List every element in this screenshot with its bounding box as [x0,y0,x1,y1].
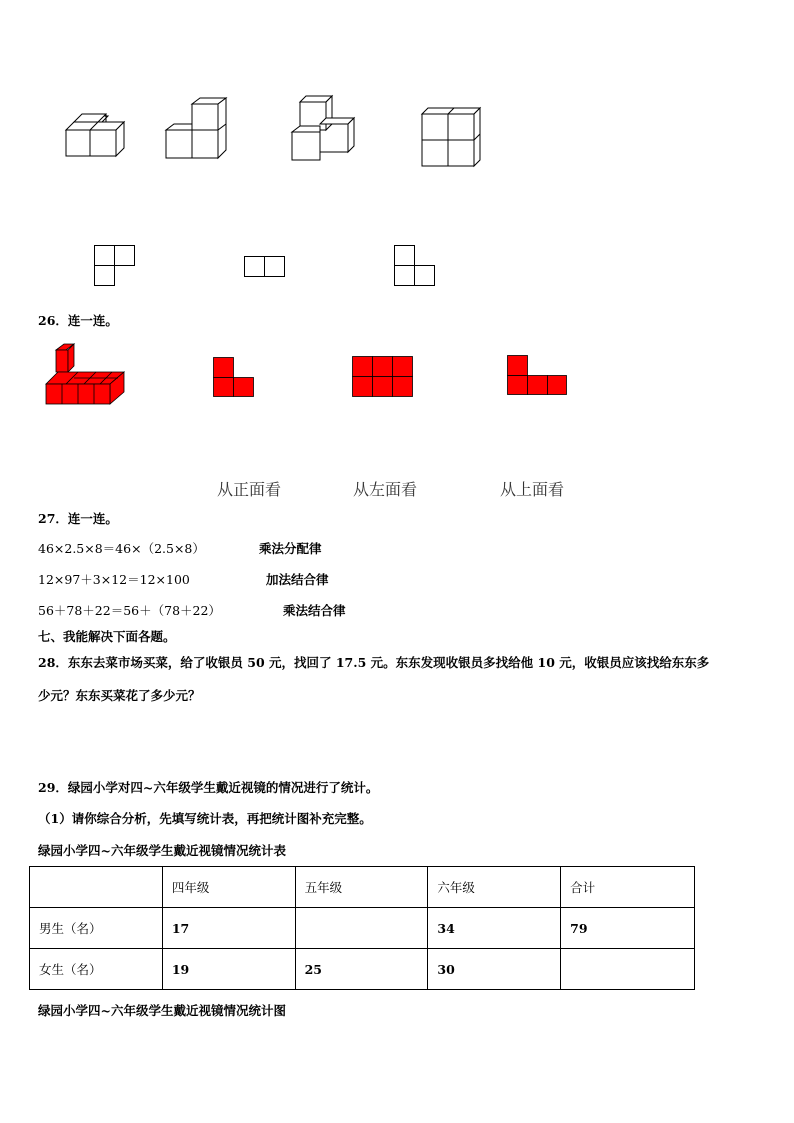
section7-title: 七、我能解决下面各题。 [38,629,176,644]
table-cell: 34 [428,908,561,949]
q27-left-item-2: 12×97＋3×12＝12×100 [38,572,190,587]
cube-figure-3 [290,94,370,164]
view-shape-2 [244,256,288,278]
table-cell-blank[interactable] [561,949,695,990]
red-view-3 [507,355,569,397]
q28-line1: 28．东东去菜市场买菜，给了收银员 50 元，找回了 17.5 元。东东发现收银员多找给他 10 元，收银员应该找给东东多 [38,655,710,670]
view-shape-1 [94,245,138,289]
table-cell: 19 [162,949,295,990]
table-cell: 合计 [561,867,695,908]
cube-figure-1 [60,110,130,160]
table-cell: 79 [561,908,695,949]
table-cell: 女生（名） [30,949,163,990]
table-cell: 男生（名） [30,908,163,949]
q27-left-item-1: 46×2.5×8＝46×（2.5×8） [38,541,205,556]
table-cell: 30 [428,949,561,990]
table-cell-blank[interactable] [295,908,428,949]
q26-title: 26．连一连。 [38,313,118,328]
red-view-1 [213,357,257,399]
cube-figure-4 [420,106,490,170]
q28-line2: 少元？东东买菜花了多少元？ [38,688,201,703]
view-label-left: 从左面看 [353,480,418,499]
table-header-row [30,867,695,908]
red-cube-figure [44,344,128,408]
table-cell: 25 [295,949,428,990]
table-cell: 六年级 [428,867,561,908]
table-cell: 四年级 [162,867,295,908]
q29-table-caption: 绿园小学四~六年级学生戴近视镜情况统计表 [38,843,286,858]
table-cell: 17 [162,908,295,949]
cube-figure-2 [164,98,234,162]
table-row [30,949,695,990]
stat-table [29,866,695,990]
q27-right-item-3: 乘法结合律 [283,603,346,618]
table-cell [30,867,163,908]
q27-left-item-3: 56＋78＋22＝56＋（78＋22） [38,603,221,618]
q29-sub1: （1）请你综合分析，先填写统计表，再把统计图补充完整。 [38,811,372,826]
q29-chart-caption: 绿园小学四~六年级学生戴近视镜情况统计图 [38,1003,286,1018]
red-view-2 [352,356,414,398]
view-label-top: 从上面看 [500,480,565,499]
q27-right-item-2: 加法结合律 [266,572,329,587]
table-row [30,908,695,949]
q27-title: 27．连一连。 [38,511,118,526]
q27-right-item-1: 乘法分配律 [259,541,322,556]
table-cell: 五年级 [295,867,428,908]
q29-title: 29．绿园小学对四~六年级学生戴近视镜的情况进行了统计。 [38,780,379,795]
view-shape-3 [394,245,438,289]
view-label-front: 从正面看 [217,480,282,499]
